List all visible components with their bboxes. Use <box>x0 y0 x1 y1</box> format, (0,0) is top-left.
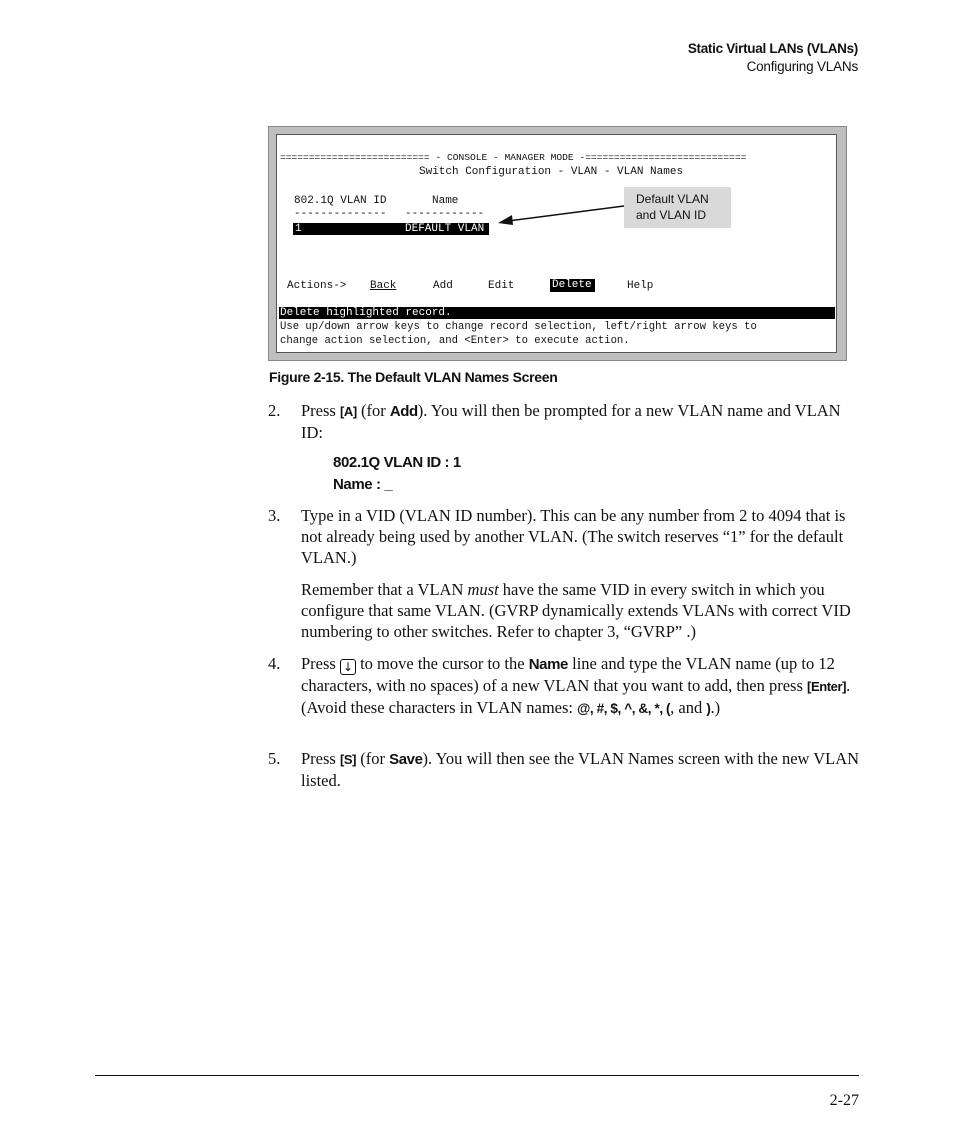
page-number: 2-27 <box>829 1092 859 1109</box>
console-subtitle: Switch Configuration - VLAN - VLAN Names <box>419 166 684 178</box>
vlan-row-name: DEFAULT VLAN <box>405 223 485 235</box>
chapter-title: Static Virtual LANs (VLANs) <box>687 41 858 56</box>
term-add: Add <box>389 403 418 420</box>
help-line-2: change action selection, and <Enter> to execute action. <box>280 335 630 347</box>
column-header-name: Name <box>432 195 459 207</box>
action-delete[interactable]: Delete <box>550 279 595 292</box>
key-s: [S] <box>339 752 357 767</box>
column-rule-name: ------------ <box>405 208 485 220</box>
step-2-number: 2. <box>268 401 281 420</box>
actions-label: Actions-> <box>287 280 347 292</box>
step-2-text: Press [A] (for Add). You will then be prompted for a new VLAN name and VLAN ID: <box>301 401 841 442</box>
prompt-block <box>333 452 461 496</box>
step-3-number: 3. <box>268 506 281 525</box>
console-screenshot <box>268 126 847 361</box>
forbidden-characters: @, #, $, ^, &, *, ( <box>577 701 671 716</box>
term-name: Name <box>528 656 568 673</box>
help-line-1: Use up/down arrow keys to change record selection, left/right arrow keys to <box>280 321 757 333</box>
console-screen <box>276 134 837 353</box>
vlan-row-id: 1 <box>295 223 302 235</box>
column-header-vlan-id: 802.1Q VLAN ID <box>294 195 387 207</box>
action-help[interactable]: Help <box>627 280 654 292</box>
forbidden-character-close-paren: ) <box>706 701 711 716</box>
step-5-number: 5. <box>268 749 281 768</box>
prompt-name: Name : _ <box>333 476 393 493</box>
key-enter: [Enter] <box>807 679 847 694</box>
figure-callout <box>624 187 731 228</box>
action-edit[interactable]: Edit <box>488 280 515 292</box>
step-4-number: 4. <box>268 654 281 673</box>
prompt-vlan-id: 802.1Q VLAN ID : 1 <box>333 454 461 471</box>
callout-line-2: and VLAN ID <box>636 208 707 222</box>
action-back[interactable]: Back <box>370 280 397 292</box>
figure-caption: Figure 2-15. The Default VLAN Names Screen <box>269 369 558 385</box>
status-line: Delete highlighted record. <box>279 307 835 319</box>
action-add[interactable]: Add <box>433 280 453 292</box>
running-header <box>688 40 858 76</box>
console-banner: ========================== - CONSOLE - MANAGER MODE -============================ <box>280 152 747 163</box>
down-arrow-key-icon: ↓ <box>340 659 356 675</box>
step-3-note: Remember that a VLAN must have the same VID in every switch in which you configure that same VLAN. (GVRP dynamically extends VLANs with correct VID numbering to other switches. Refer to chapter 3, “GVRP” .) <box>301 580 851 641</box>
key-a: [A] <box>339 404 357 419</box>
column-rule-vlan-id: -------------- <box>294 208 387 220</box>
vlan-row-highlighted[interactable] <box>293 223 489 235</box>
callout-line-1: Default VLAN <box>636 192 709 206</box>
step-3-text: Type in a VID (VLAN ID number). This can be any number from 2 to 4094 that is not already being used by another VLAN. (The switch reserves “1” for the default VLAN.) <box>301 506 846 567</box>
term-save: Save <box>389 751 423 768</box>
section-title: Configuring VLANs <box>746 59 858 74</box>
footer-rule <box>95 1075 859 1076</box>
step-5-text: Press [S] (for Save). You will then see the VLAN Names screen with the new VLAN listed. <box>301 749 860 790</box>
step-4-text: Press ↓ to move the cursor to the Name line and type the VLAN name (up to 12 characters, with no spaces) of a new VLAN that you want to add, then press [Enter]. (Avoid these characters in VLAN names: @, #, $, ^, &, *, (, and ).) <box>301 654 851 717</box>
